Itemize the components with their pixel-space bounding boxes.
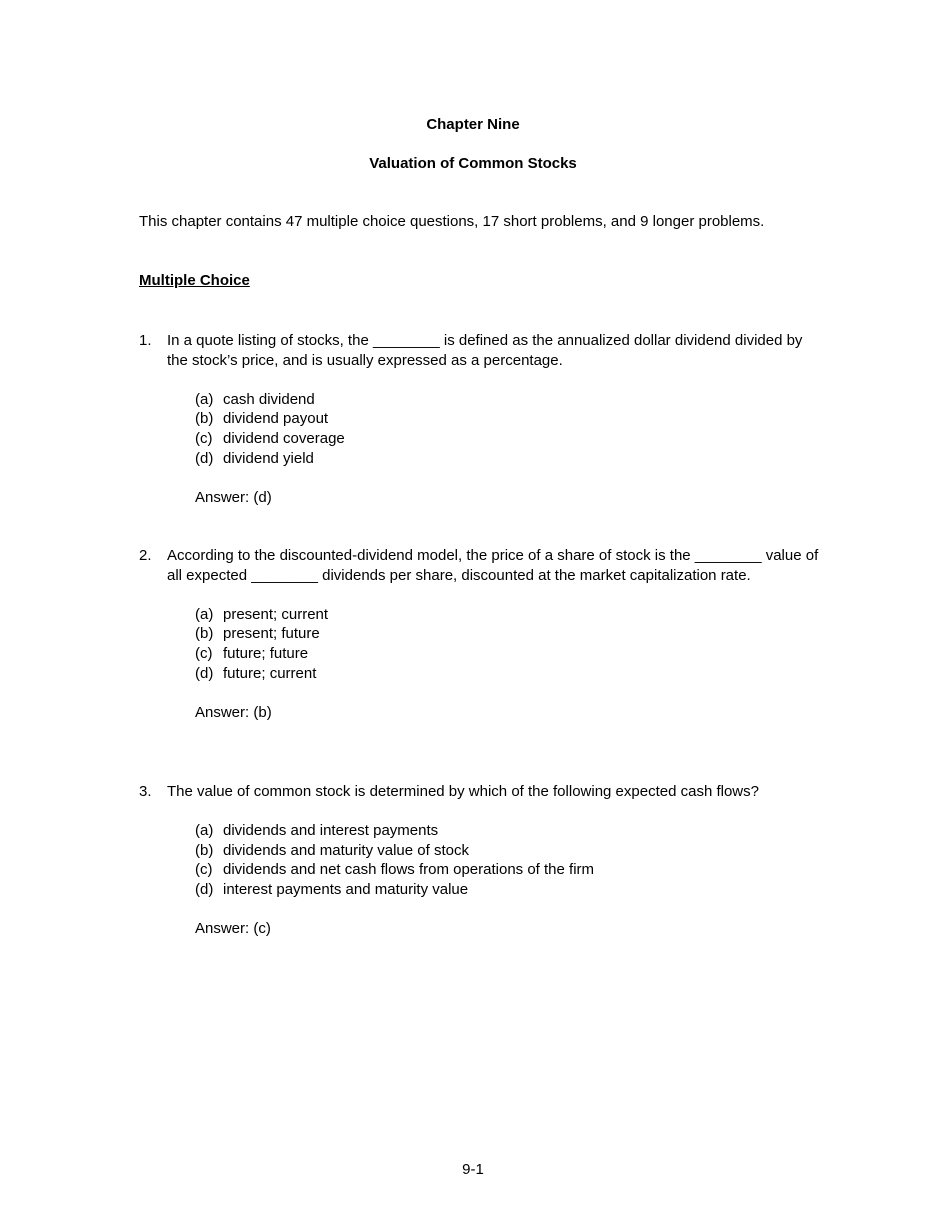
chapter-number: Chapter Nine	[426, 116, 520, 133]
option-c	[195, 429, 819, 449]
option-text: dividend yield	[223, 449, 314, 467]
question-2	[139, 546, 819, 722]
option-text: present; current	[223, 605, 329, 623]
option-c	[195, 644, 819, 664]
question-number: 3.	[139, 783, 152, 800]
option-text: dividends and maturity value of stock	[223, 841, 469, 859]
option-a	[195, 605, 819, 625]
option-c	[195, 860, 819, 880]
option-text: future; future	[223, 644, 309, 662]
answer: Answer: (c)	[195, 920, 271, 938]
option-b	[195, 624, 819, 644]
option-letter: (a)	[195, 390, 214, 408]
option-b	[195, 409, 819, 429]
option-text: future; current	[223, 664, 317, 682]
option-text: cash dividend	[223, 390, 315, 408]
option-letter: (d)	[195, 449, 214, 467]
option-d	[195, 664, 819, 684]
section-heading-multiple-choice: Multiple Choice	[139, 272, 250, 289]
option-letter: (b)	[195, 625, 214, 643]
option-a	[195, 390, 819, 410]
question-3	[139, 782, 819, 939]
page-number: 9-1	[462, 1161, 484, 1178]
option-text: dividends and interest payments	[223, 822, 439, 840]
option-letter: (b)	[195, 410, 214, 428]
option-letter: (a)	[195, 605, 214, 623]
option-text: dividends and net cash flows from operations of the firm	[223, 861, 595, 879]
options-list	[195, 605, 819, 683]
intro-paragraph: This chapter contains 47 multiple choice questions, 17 short problems, and 9 longer problems.	[139, 213, 765, 230]
chapter-title: Valuation of Common Stocks	[369, 155, 577, 172]
question-text: The value of common stock is determined by which of the following expected cash flows?	[167, 783, 759, 800]
option-text: dividend payout	[223, 410, 329, 428]
option-letter: (c)	[195, 644, 213, 662]
option-letter: (b)	[195, 841, 214, 859]
option-letter: (c)	[195, 861, 213, 879]
option-d	[195, 880, 819, 900]
answer: Answer: (b)	[195, 703, 272, 721]
option-text: dividend coverage	[223, 429, 345, 447]
answer: Answer: (d)	[195, 488, 272, 506]
question-number: 2.	[139, 547, 152, 564]
question-number: 1.	[139, 332, 152, 349]
question-1	[139, 331, 819, 507]
option-letter: (c)	[195, 429, 213, 447]
options-list	[195, 390, 819, 468]
question-text: According to the discounted-dividend model, the price of a share of stock is the ________ value of all expected ________ dividends per share, discounted at the market capitalization rate.	[167, 547, 819, 584]
option-a	[195, 821, 819, 841]
option-text: interest payments and maturity value	[223, 880, 469, 898]
options-list	[195, 821, 819, 899]
option-text: present; future	[223, 625, 320, 643]
option-letter: (d)	[195, 664, 214, 682]
option-d	[195, 449, 819, 469]
question-text: In a quote listing of stocks, the ________ is defined as the annualized dollar dividend divided by the stock’s price, and is usually expressed as a percentage.	[167, 332, 803, 369]
option-letter: (d)	[195, 880, 214, 898]
option-letter: (a)	[195, 822, 214, 840]
option-b	[195, 841, 819, 861]
